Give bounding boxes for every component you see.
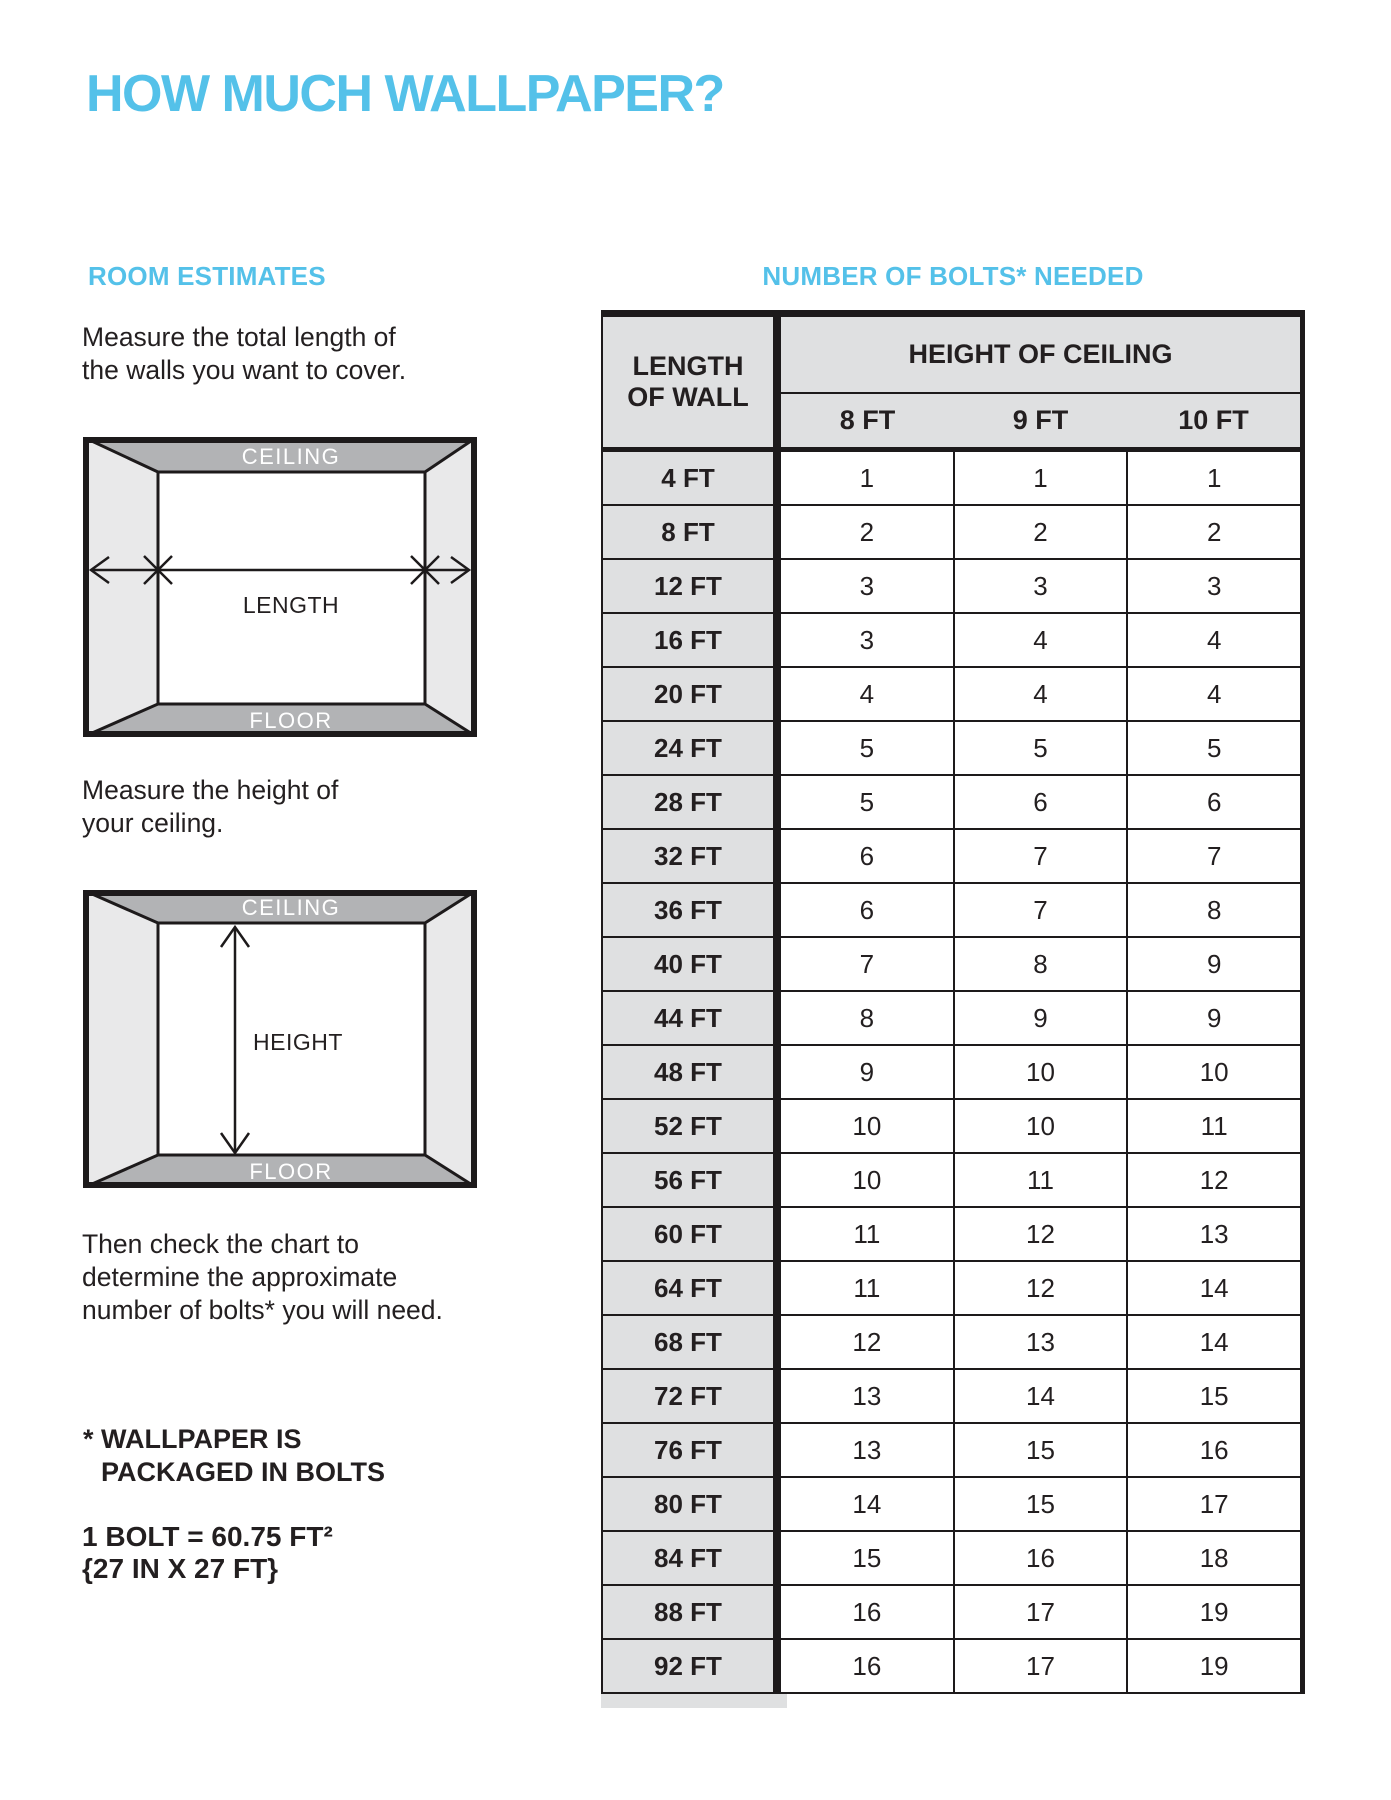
page-title: HOW MUCH WALLPAPER? <box>86 65 724 123</box>
instruction-step-2 <box>82 774 338 840</box>
table-row <box>603 1154 1300 1208</box>
back-wall-face <box>158 472 425 704</box>
wall-length-label: 76 FT <box>603 1424 781 1476</box>
table-row <box>603 776 1300 830</box>
bolt-count-value: 6 <box>781 884 953 936</box>
bolt-count-value: 4 <box>953 668 1127 720</box>
left-wall-face <box>83 890 158 1188</box>
bolt-count-value: 2 <box>1126 506 1300 558</box>
table-row <box>603 1586 1300 1640</box>
table-row <box>603 722 1300 776</box>
wall-length-label: 44 FT <box>603 992 781 1044</box>
right-wall-face <box>425 890 477 1188</box>
bolt-count-value: 14 <box>781 1478 953 1530</box>
bolt-count-value: 8 <box>781 992 953 1044</box>
ceiling-label: CEILING <box>241 895 341 920</box>
table-row <box>603 506 1300 560</box>
bolt-count-value: 13 <box>781 1424 953 1476</box>
footnote-line: * WALLPAPER IS <box>83 1424 302 1454</box>
wall-length-label: 92 FT <box>603 1640 781 1692</box>
table-row <box>603 1100 1300 1154</box>
bolt-count-value: 1 <box>953 452 1127 504</box>
bolt-count-value: 15 <box>953 1424 1127 1476</box>
height-label: HEIGHT <box>253 1029 343 1055</box>
floor-label: FLOOR <box>249 1159 333 1184</box>
instruction-line: the walls you want to cover. <box>82 355 407 385</box>
wall-length-label: 52 FT <box>603 1100 781 1152</box>
left-wall-face <box>83 437 158 737</box>
bolt-count-value: 12 <box>953 1208 1127 1260</box>
bolt-count-value: 12 <box>781 1316 953 1368</box>
wall-length-label: 88 FT <box>603 1586 781 1638</box>
table-row <box>603 1478 1300 1532</box>
wall-length-label: 80 FT <box>603 1478 781 1530</box>
table-row <box>603 1262 1300 1316</box>
table-row <box>603 1424 1300 1478</box>
wall-length-label: 8 FT <box>603 506 781 558</box>
bolt-count-value: 16 <box>1126 1424 1300 1476</box>
wall-length-label: 40 FT <box>603 938 781 990</box>
bolt-count-value: 10 <box>1126 1046 1300 1098</box>
bolt-count-value: 17 <box>953 1586 1127 1638</box>
height-of-ceiling-header-group <box>781 317 1300 447</box>
bolt-count-value: 4 <box>953 614 1127 666</box>
bolt-count-value: 4 <box>1126 668 1300 720</box>
room-length-diagram <box>83 437 477 737</box>
bolt-count-value: 3 <box>781 614 953 666</box>
bolt-count-value: 13 <box>781 1370 953 1422</box>
table-row <box>603 1532 1300 1586</box>
bolt-count-value: 5 <box>781 722 953 774</box>
instruction-line: Measure the height of <box>82 775 339 805</box>
instruction-line: Measure the total length of <box>82 322 396 352</box>
bolt-count-value: 7 <box>1126 830 1300 882</box>
bolt-count-value: 1 <box>781 452 953 504</box>
wall-length-label: 20 FT <box>603 668 781 720</box>
wall-length-label: 32 FT <box>603 830 781 882</box>
wall-length-label: 4 FT <box>603 452 781 504</box>
table-body <box>603 452 1300 1694</box>
bolt-count-value: 15 <box>953 1478 1127 1530</box>
bolt-count-value: 8 <box>1126 884 1300 936</box>
wall-length-label: 48 FT <box>603 1046 781 1098</box>
bolt-count-value: 5 <box>1126 722 1300 774</box>
wall-length-label: 84 FT <box>603 1532 781 1584</box>
instruction-step-3 <box>82 1228 443 1327</box>
bolt-count-value: 10 <box>953 1046 1127 1098</box>
bolt-count-value: 4 <box>1126 614 1300 666</box>
wall-length-label: 56 FT <box>603 1154 781 1206</box>
table-row <box>603 992 1300 1046</box>
wall-length-label: 72 FT <box>603 1370 781 1422</box>
bolt-size-line: {27 IN X 27 FT} <box>82 1553 279 1584</box>
bolt-count-value: 14 <box>1126 1316 1300 1368</box>
table-footer-tab <box>601 1694 787 1708</box>
column-header-8ft: 8 FT <box>839 405 896 435</box>
instruction-line: determine the approximate <box>82 1262 398 1292</box>
table-header <box>603 317 1300 452</box>
bolt-count-value: 11 <box>1126 1100 1300 1152</box>
bolt-count-value: 14 <box>1126 1262 1300 1314</box>
bolt-count-value: 9 <box>1126 938 1300 990</box>
table-row <box>603 1046 1300 1100</box>
bolt-count-value: 9 <box>1126 992 1300 1044</box>
bolt-count-value: 10 <box>781 1154 953 1206</box>
room-estimates-heading: ROOM ESTIMATES <box>88 261 326 291</box>
wall-length-label: 12 FT <box>603 560 781 612</box>
wall-length-label: 64 FT <box>603 1262 781 1314</box>
bolt-count-value: 12 <box>1126 1154 1300 1206</box>
bolt-count-value: 19 <box>1126 1586 1300 1638</box>
bolt-count-value: 10 <box>781 1100 953 1152</box>
table-row <box>603 1208 1300 1262</box>
table-row <box>603 884 1300 938</box>
bolt-count-value: 16 <box>781 1586 953 1638</box>
bolt-count-value: 6 <box>781 830 953 882</box>
bolt-count-value: 9 <box>781 1046 953 1098</box>
bolt-count-value: 15 <box>1126 1370 1300 1422</box>
bolt-count-value: 15 <box>781 1532 953 1584</box>
wall-length-label: 60 FT <box>603 1208 781 1260</box>
height-of-ceiling-header: HEIGHT OF CEILING <box>781 317 1300 394</box>
bolt-count-value: 6 <box>1126 776 1300 828</box>
bolt-count-value: 11 <box>953 1154 1127 1206</box>
bolt-count-value: 16 <box>953 1532 1127 1584</box>
bolt-count-value: 2 <box>953 506 1127 558</box>
right-wall-face <box>425 437 477 737</box>
bolt-count-value: 11 <box>781 1208 953 1260</box>
bolt-count-value: 3 <box>781 560 953 612</box>
length-of-wall-header <box>603 317 781 447</box>
wallpaper-bolts-footnote <box>83 1423 385 1489</box>
bolt-count-value: 14 <box>953 1370 1127 1422</box>
bolt-count-value: 3 <box>953 560 1127 612</box>
header-line: OF WALL <box>627 382 749 412</box>
bolt-size-info <box>82 1521 333 1585</box>
wall-length-label: 24 FT <box>603 722 781 774</box>
bolt-count-value: 10 <box>953 1100 1127 1152</box>
bolt-count-value: 9 <box>953 992 1127 1044</box>
bolts-needed-heading: NUMBER OF BOLTS* NEEDED <box>762 261 1144 291</box>
bolt-count-value: 4 <box>781 668 953 720</box>
bolt-count-value: 1 <box>1126 452 1300 504</box>
bolt-count-value: 6 <box>953 776 1127 828</box>
instruction-line: Then check the chart to <box>82 1229 359 1259</box>
bolt-count-value: 8 <box>953 938 1127 990</box>
column-header-10ft: 10 FT <box>1178 405 1249 435</box>
bolt-count-value: 2 <box>781 506 953 558</box>
instruction-line: number of bolts* you will need. <box>82 1295 443 1325</box>
ceiling-height-columns <box>781 394 1300 447</box>
table-row <box>603 560 1300 614</box>
wall-length-label: 36 FT <box>603 884 781 936</box>
table-row <box>603 1370 1300 1424</box>
bolt-count-value: 19 <box>1126 1640 1300 1692</box>
wall-length-label: 16 FT <box>603 614 781 666</box>
bolt-size-line: 1 BOLT = 60.75 FT² <box>82 1521 333 1552</box>
header-line: LENGTH <box>632 351 744 381</box>
instruction-step-1 <box>82 321 406 387</box>
bolt-count-value: 13 <box>1126 1208 1300 1260</box>
column-header-9ft: 9 FT <box>1012 405 1069 435</box>
ceiling-label: CEILING <box>241 444 341 469</box>
bolt-count-value: 5 <box>953 722 1127 774</box>
bolt-count-value: 5 <box>781 776 953 828</box>
room-height-diagram <box>83 890 477 1188</box>
bolts-table <box>601 310 1305 1694</box>
table-row <box>603 452 1300 506</box>
bolt-count-value: 17 <box>1126 1478 1300 1530</box>
bolt-count-value: 16 <box>781 1640 953 1692</box>
table-row <box>603 938 1300 992</box>
wall-length-label: 28 FT <box>603 776 781 828</box>
bolt-count-value: 13 <box>953 1316 1127 1368</box>
bolt-count-value: 3 <box>1126 560 1300 612</box>
table-row <box>603 668 1300 722</box>
floor-label: FLOOR <box>249 708 333 733</box>
wall-length-label: 68 FT <box>603 1316 781 1368</box>
bolt-count-value: 7 <box>953 884 1127 936</box>
bolt-count-value: 7 <box>781 938 953 990</box>
bolt-count-value: 12 <box>953 1262 1127 1314</box>
table-row <box>603 1316 1300 1370</box>
length-label: LENGTH <box>242 592 340 618</box>
bolt-count-value: 17 <box>953 1640 1127 1692</box>
footnote-line: PACKAGED IN BOLTS <box>101 1457 386 1487</box>
bolt-count-value: 18 <box>1126 1532 1300 1584</box>
bolt-count-value: 7 <box>953 830 1127 882</box>
table-row <box>603 614 1300 668</box>
instruction-line: your ceiling. <box>82 808 224 838</box>
table-row <box>603 1640 1300 1694</box>
bolt-count-value: 11 <box>781 1262 953 1314</box>
table-row <box>603 830 1300 884</box>
